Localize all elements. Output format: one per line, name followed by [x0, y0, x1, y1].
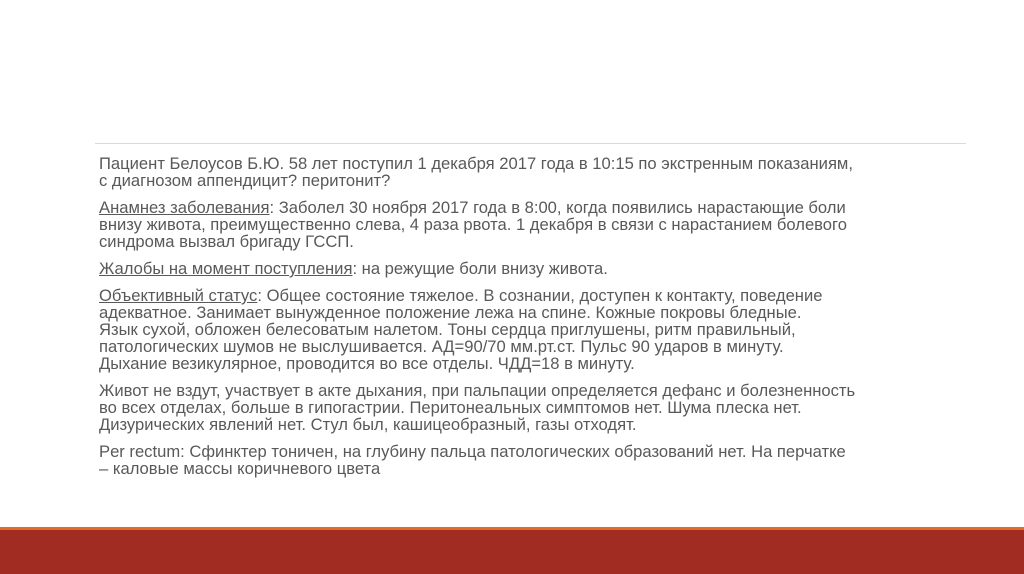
anamnesis-paragraph	[99, 199, 949, 250]
slide-body	[99, 155, 949, 487]
objective-status-text: : Общее состояние тяжелое. В сознании, доступен к контакту, поведение	[257, 286, 823, 305]
anamnesis-text: : Заболел 30 ноября 2017 года в 8:00, когда появились нарастающие боли	[269, 198, 846, 217]
complaints-text: : на режущие боли внизу живота.	[352, 259, 608, 278]
text-line: Живот не вздут, участвует в акте дыхания, при пальпации определяется дефанс и болезненность	[99, 381, 856, 400]
patient-intro-paragraph	[99, 155, 949, 189]
text-line: патологических шумов не выслушивается. АД=90/70 мм.рт.ст. Пульс 90 ударов в минуту.	[99, 337, 784, 356]
objective-status-paragraph	[99, 287, 949, 372]
per-rectum-paragraph	[99, 443, 949, 477]
text-line: синдрома вызвал бригаду ГССП.	[99, 232, 354, 251]
footer-bar	[0, 530, 1024, 574]
abdomen-paragraph	[99, 382, 949, 433]
text-line: с диагнозом аппендицит? перитонит?	[99, 171, 391, 190]
text-line: Язык сухой, обложен белесоватым налетом. Тоны сердца приглушены, ритм правильный,	[99, 320, 796, 339]
text-line: Дизурических явлений нет. Стул был, кашицеобразный, газы отходят.	[99, 415, 637, 434]
text-line	[99, 287, 949, 304]
text-line: адекватное. Занимает вынужденное положение лежа на спине. Кожные покровы бледные.	[99, 303, 802, 322]
text-line: – каловые массы коричневого цвета	[99, 459, 381, 478]
complaints-paragraph	[99, 260, 949, 277]
text-line: Пациент Белоусов Б.Ю. 58 лет поступил 1 декабря 2017 года в 10:15 по экстренным показаниям,	[99, 154, 853, 173]
text-line: внизу живота, преимущественно слева, 4 раза рвота. 1 декабря в связи с нарастанием болевого	[99, 215, 847, 234]
text-line: во всех отделах, больше в гипогастрии. Перитонеальных симптомов нет. Шума плеска нет.	[99, 398, 802, 417]
text-line: Per rectum: Сфинктер тоничен, на глубину пальца патологических образований нет. На перчатке	[99, 442, 846, 461]
text-line: Дыхание везикулярное, проводится во все отделы. ЧДД=18 в минуту.	[99, 354, 635, 373]
anamnesis-label: Анамнез заболевания	[99, 198, 270, 217]
top-divider	[95, 143, 966, 144]
text-line	[99, 260, 949, 277]
complaints-label: Жалобы на момент поступления	[99, 259, 353, 278]
objective-status-label: Объективный статус	[99, 286, 258, 305]
text-line	[99, 199, 949, 216]
